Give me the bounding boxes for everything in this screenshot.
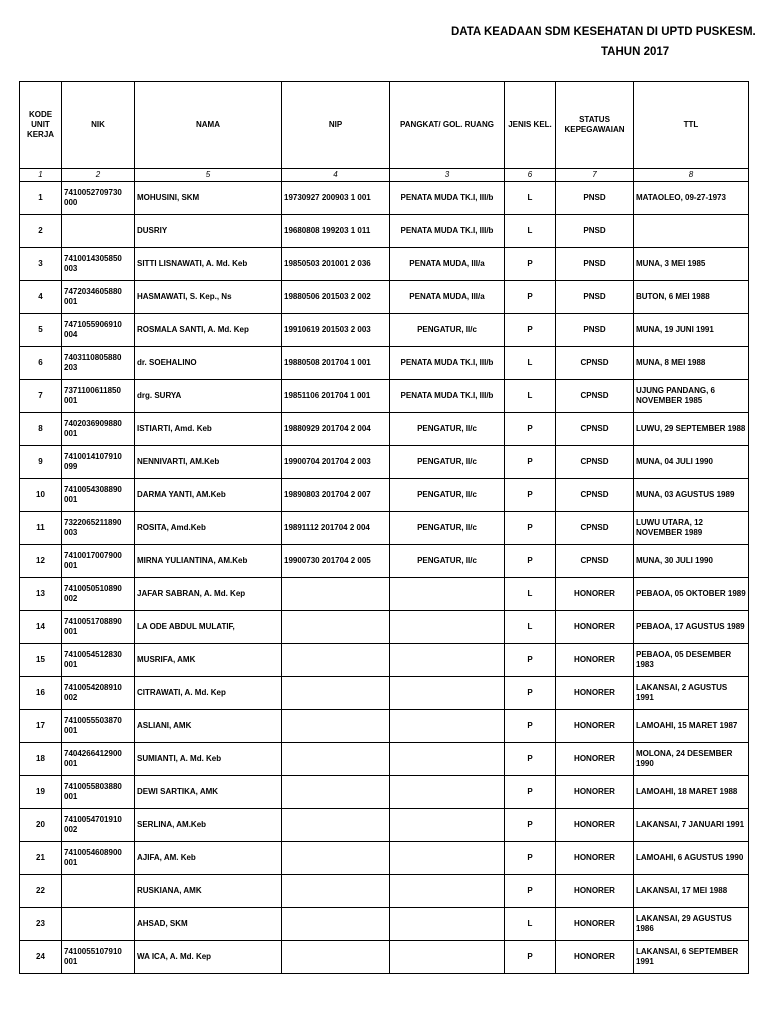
- cell-kode: 2: [20, 215, 62, 248]
- cell-nama: AHSAD, SKM: [135, 908, 282, 941]
- cell-status: CPNSD: [556, 512, 634, 545]
- cell-nik: 7403110805880 203: [62, 347, 135, 380]
- cell-nip: 19850503 201001 2 036: [282, 248, 390, 281]
- table-row: [20, 875, 749, 908]
- cell-pangkat: PENGATUR, II/c: [390, 512, 505, 545]
- cell-jenis-kelamin: P: [505, 512, 556, 545]
- cell-status: CPNSD: [556, 479, 634, 512]
- cell-nama: LA ODE ABDUL MULATIF,: [135, 611, 282, 644]
- cell-nip: 19880929 201704 2 004: [282, 413, 390, 446]
- cell-status: CPNSD: [556, 413, 634, 446]
- column-number: 8: [634, 169, 749, 182]
- table-row: [20, 710, 749, 743]
- table-row: [20, 842, 749, 875]
- cell-pangkat: PENATA MUDA, III/a: [390, 281, 505, 314]
- cell-status: HONORER: [556, 842, 634, 875]
- cell-pangkat: PENATA MUDA, III/a: [390, 248, 505, 281]
- cell-pangkat: [390, 842, 505, 875]
- cell-pangkat: PENATA MUDA TK.I, III/b: [390, 380, 505, 413]
- cell-status: PNSD: [556, 215, 634, 248]
- cell-nip: 19851106 201704 1 001: [282, 380, 390, 413]
- cell-nik: 7371100611850 001: [62, 380, 135, 413]
- cell-jenis-kelamin: P: [505, 776, 556, 809]
- cell-jenis-kelamin: L: [505, 380, 556, 413]
- column-number: 3: [390, 169, 505, 182]
- table-row: [20, 545, 749, 578]
- cell-pangkat: [390, 941, 505, 974]
- cell-nik: 7410054701910 002: [62, 809, 135, 842]
- table-row: [20, 215, 749, 248]
- cell-nama: ISTIARTI, Amd. Keb: [135, 413, 282, 446]
- column-number: 6: [505, 169, 556, 182]
- cell-nama: SITTI LISNAWATI, A. Md. Keb: [135, 248, 282, 281]
- header-row: [20, 82, 749, 169]
- cell-nama: MOHUSINI, SKM: [135, 182, 282, 215]
- cell-pangkat: PENGATUR, II/c: [390, 446, 505, 479]
- cell-kode: 17: [20, 710, 62, 743]
- cell-ttl: MUNA, 19 JUNI 1991: [634, 314, 749, 347]
- cell-nik: 7410055803880 001: [62, 776, 135, 809]
- cell-nip: [282, 809, 390, 842]
- cell-ttl: MOLONA, 24 DESEMBER 1990: [634, 743, 749, 776]
- header-jenis-kelamin: JENIS KEL.: [505, 82, 556, 169]
- cell-jenis-kelamin: L: [505, 611, 556, 644]
- cell-ttl: MUNA, 03 AGUSTUS 1989: [634, 479, 749, 512]
- staff-table: [19, 81, 749, 974]
- column-number: 7: [556, 169, 634, 182]
- cell-pangkat: PENATA MUDA TK.I, III/b: [390, 215, 505, 248]
- cell-status: HONORER: [556, 611, 634, 644]
- cell-nip: [282, 611, 390, 644]
- cell-status: PNSD: [556, 182, 634, 215]
- cell-jenis-kelamin: P: [505, 743, 556, 776]
- cell-kode: 4: [20, 281, 62, 314]
- cell-ttl: [634, 215, 749, 248]
- cell-status: CPNSD: [556, 380, 634, 413]
- cell-status: HONORER: [556, 743, 634, 776]
- cell-nama: drg. SURYA: [135, 380, 282, 413]
- cell-nip: 19680808 199203 1 011: [282, 215, 390, 248]
- cell-nik: 7410052709730 000: [62, 182, 135, 215]
- cell-jenis-kelamin: P: [505, 248, 556, 281]
- cell-status: PNSD: [556, 248, 634, 281]
- cell-ttl: LAKANSAI, 7 JANUARI 1991: [634, 809, 749, 842]
- header-status-kepegawaian: STATUS KEPEGAWAIAN: [556, 82, 634, 169]
- column-number: 5: [135, 169, 282, 182]
- cell-status: PNSD: [556, 281, 634, 314]
- cell-pangkat: [390, 710, 505, 743]
- table-row: [20, 413, 749, 446]
- cell-pangkat: PENATA MUDA TK.I, III/b: [390, 182, 505, 215]
- cell-kode: 5: [20, 314, 62, 347]
- cell-ttl: LAKANSAI, 29 AGUSTUS 1986: [634, 908, 749, 941]
- cell-kode: 1: [20, 182, 62, 215]
- header-ttl: TTL: [634, 82, 749, 169]
- cell-nip: 19880506 201503 2 002: [282, 281, 390, 314]
- cell-jenis-kelamin: P: [505, 941, 556, 974]
- cell-jenis-kelamin: P: [505, 710, 556, 743]
- cell-ttl: LAMOAHI, 15 MARET 1987: [634, 710, 749, 743]
- cell-nip: 19880508 201704 1 001: [282, 347, 390, 380]
- cell-nama: ROSITA, Amd.Keb: [135, 512, 282, 545]
- cell-jenis-kelamin: P: [505, 842, 556, 875]
- cell-kode: 15: [20, 644, 62, 677]
- cell-ttl: BUTON, 6 MEI 1988: [634, 281, 749, 314]
- table-row: [20, 248, 749, 281]
- column-number: 4: [282, 169, 390, 182]
- cell-nik: 7410014305850 003: [62, 248, 135, 281]
- cell-nama: SUMIANTI, A. Md. Keb: [135, 743, 282, 776]
- table-row: [20, 743, 749, 776]
- cell-pangkat: [390, 908, 505, 941]
- cell-nik: [62, 215, 135, 248]
- title-line-2: TAHUN 2017: [601, 46, 670, 58]
- cell-nama: HASMAWATI, S. Kep., Ns: [135, 281, 282, 314]
- cell-jenis-kelamin: P: [505, 281, 556, 314]
- cell-kode: 12: [20, 545, 62, 578]
- cell-jenis-kelamin: P: [505, 314, 556, 347]
- cell-kode: 7: [20, 380, 62, 413]
- cell-ttl: PEBAOA, 05 OKTOBER 1989: [634, 578, 749, 611]
- cell-nama: AJIFA, AM. Keb: [135, 842, 282, 875]
- cell-nik: 7471055906910 004: [62, 314, 135, 347]
- cell-kode: 23: [20, 908, 62, 941]
- cell-jenis-kelamin: L: [505, 908, 556, 941]
- cell-nip: [282, 941, 390, 974]
- cell-kode: 6: [20, 347, 62, 380]
- table-row: [20, 644, 749, 677]
- cell-kode: 24: [20, 941, 62, 974]
- cell-nama: SERLINA, AM.Keb: [135, 809, 282, 842]
- cell-nama: CITRAWATI, A. Md. Kep: [135, 677, 282, 710]
- cell-pangkat: PENGATUR, II/c: [390, 545, 505, 578]
- cell-nama: MIRNA YULIANTINA, AM.Keb: [135, 545, 282, 578]
- cell-nik: 7410054608900 001: [62, 842, 135, 875]
- cell-nik: 7410050510890 002: [62, 578, 135, 611]
- cell-status: HONORER: [556, 677, 634, 710]
- cell-kode: 20: [20, 809, 62, 842]
- cell-kode: 18: [20, 743, 62, 776]
- header-nip: NIP: [282, 82, 390, 169]
- cell-pangkat: [390, 611, 505, 644]
- cell-jenis-kelamin: P: [505, 875, 556, 908]
- header-nik: NIK: [62, 82, 135, 169]
- cell-nip: [282, 875, 390, 908]
- cell-ttl: MUNA, 04 JULI 1990: [634, 446, 749, 479]
- cell-pangkat: [390, 776, 505, 809]
- cell-nama: ASLIANI, AMK: [135, 710, 282, 743]
- cell-status: HONORER: [556, 809, 634, 842]
- cell-pangkat: [390, 677, 505, 710]
- cell-nik: 7410055503870 001: [62, 710, 135, 743]
- table-row: [20, 380, 749, 413]
- cell-nama: RUSKIANA, AMK: [135, 875, 282, 908]
- cell-nip: [282, 578, 390, 611]
- header-kode-unit-kerja: KODE UNIT KERJA: [20, 82, 62, 169]
- cell-kode: 19: [20, 776, 62, 809]
- header-nama: NAMA: [135, 82, 282, 169]
- cell-status: HONORER: [556, 875, 634, 908]
- cell-nip: [282, 743, 390, 776]
- document-title: [451, 22, 756, 62]
- cell-pangkat: [390, 644, 505, 677]
- cell-status: HONORER: [556, 578, 634, 611]
- cell-ttl: UJUNG PANDANG, 6 NOVEMBER 1985: [634, 380, 749, 413]
- cell-jenis-kelamin: L: [505, 578, 556, 611]
- cell-pangkat: PENATA MUDA TK.I, III/b: [390, 347, 505, 380]
- cell-nik: 7410055107910 001: [62, 941, 135, 974]
- cell-ttl: LAKANSAI, 2 AGUSTUS 1991: [634, 677, 749, 710]
- cell-jenis-kelamin: L: [505, 347, 556, 380]
- cell-pangkat: [390, 875, 505, 908]
- cell-nik: 7410051708890 001: [62, 611, 135, 644]
- cell-jenis-kelamin: P: [505, 644, 556, 677]
- table-body: [20, 182, 749, 974]
- cell-nip: 19890803 201704 2 007: [282, 479, 390, 512]
- table-row: [20, 611, 749, 644]
- cell-nama: DEWI SARTIKA, AMK: [135, 776, 282, 809]
- cell-nama: NENNIVARTI, AM.Keb: [135, 446, 282, 479]
- cell-nip: [282, 710, 390, 743]
- cell-ttl: PEBAOA, 17 AGUSTUS 1989: [634, 611, 749, 644]
- cell-nama: dr. SOEHALINO: [135, 347, 282, 380]
- column-number: 2: [62, 169, 135, 182]
- title-line-1: DATA KEADAAN SDM KESEHATAN DI UPTD PUSKESM.: [451, 26, 756, 38]
- cell-status: HONORER: [556, 908, 634, 941]
- cell-kode: 16: [20, 677, 62, 710]
- cell-ttl: LUWU UTARA, 12 NOVEMBER 1989: [634, 512, 749, 545]
- cell-nik: 7404266412900 001: [62, 743, 135, 776]
- cell-nip: 19730927 200903 1 001: [282, 182, 390, 215]
- cell-kode: 21: [20, 842, 62, 875]
- cell-nama: MUSRIFA, AMK: [135, 644, 282, 677]
- cell-jenis-kelamin: P: [505, 677, 556, 710]
- cell-jenis-kelamin: P: [505, 545, 556, 578]
- table-row: [20, 776, 749, 809]
- cell-kode: 11: [20, 512, 62, 545]
- cell-ttl: LAKANSAI, 6 SEPTEMBER 1991: [634, 941, 749, 974]
- cell-nama: DARMA YANTI, AM.Keb: [135, 479, 282, 512]
- cell-nip: [282, 842, 390, 875]
- cell-nip: 19900730 201704 2 005: [282, 545, 390, 578]
- cell-kode: 10: [20, 479, 62, 512]
- cell-ttl: MUNA, 3 MEI 1985: [634, 248, 749, 281]
- cell-nip: [282, 776, 390, 809]
- cell-ttl: LAMOAHI, 6 AGUSTUS 1990: [634, 842, 749, 875]
- table-row: [20, 677, 749, 710]
- cell-status: HONORER: [556, 710, 634, 743]
- table-row: [20, 908, 749, 941]
- cell-jenis-kelamin: P: [505, 479, 556, 512]
- cell-kode: 14: [20, 611, 62, 644]
- cell-nip: [282, 908, 390, 941]
- cell-nip: [282, 644, 390, 677]
- table-row: [20, 281, 749, 314]
- cell-nip: 19891112 201704 2 004: [282, 512, 390, 545]
- cell-nip: [282, 677, 390, 710]
- cell-nip: 19910619 201503 2 003: [282, 314, 390, 347]
- cell-nik: 7410054308890 001: [62, 479, 135, 512]
- cell-nik: 7472034605880 001: [62, 281, 135, 314]
- cell-jenis-kelamin: P: [505, 446, 556, 479]
- table-row: [20, 941, 749, 974]
- cell-nik: 7410054208910 002: [62, 677, 135, 710]
- cell-jenis-kelamin: L: [505, 215, 556, 248]
- cell-jenis-kelamin: P: [505, 809, 556, 842]
- table-row: [20, 446, 749, 479]
- cell-status: CPNSD: [556, 545, 634, 578]
- cell-kode: 13: [20, 578, 62, 611]
- cell-nik: 7322065211890 003: [62, 512, 135, 545]
- cell-status: HONORER: [556, 776, 634, 809]
- cell-nama: DUSRIY: [135, 215, 282, 248]
- cell-pangkat: [390, 743, 505, 776]
- cell-nik: [62, 875, 135, 908]
- cell-ttl: LAKANSAI, 17 MEI 1988: [634, 875, 749, 908]
- cell-status: CPNSD: [556, 347, 634, 380]
- cell-nik: 7410054512830 001: [62, 644, 135, 677]
- table-row: [20, 347, 749, 380]
- cell-status: HONORER: [556, 941, 634, 974]
- cell-nip: 19900704 201704 2 003: [282, 446, 390, 479]
- cell-status: HONORER: [556, 644, 634, 677]
- cell-nama: JAFAR SABRAN, A. Md. Kep: [135, 578, 282, 611]
- cell-status: CPNSD: [556, 446, 634, 479]
- cell-ttl: MATAOLEO, 09-27-1973: [634, 182, 749, 215]
- column-number-row: [20, 169, 749, 182]
- column-number: 1: [20, 169, 62, 182]
- cell-kode: 22: [20, 875, 62, 908]
- cell-kode: 8: [20, 413, 62, 446]
- cell-nik: 7410014107910 099: [62, 446, 135, 479]
- cell-nama: ROSMALA SANTI, A. Md. Kep: [135, 314, 282, 347]
- table-row: [20, 512, 749, 545]
- cell-nik: 7410017007900 001: [62, 545, 135, 578]
- cell-ttl: MUNA, 8 MEI 1988: [634, 347, 749, 380]
- table-row: [20, 578, 749, 611]
- cell-pangkat: PENGATUR, II/c: [390, 314, 505, 347]
- cell-nik: [62, 908, 135, 941]
- header-pangkat: PANGKAT/ GOL. RUANG: [390, 82, 505, 169]
- cell-nik: 7402036909880 001: [62, 413, 135, 446]
- cell-pangkat: PENGATUR, II/c: [390, 479, 505, 512]
- cell-ttl: LAMOAHI, 18 MARET 1988: [634, 776, 749, 809]
- cell-ttl: PEBAOA, 05 DESEMBER 1983: [634, 644, 749, 677]
- table-row: [20, 314, 749, 347]
- cell-pangkat: PENGATUR, II/c: [390, 413, 505, 446]
- cell-pangkat: [390, 809, 505, 842]
- cell-kode: 3: [20, 248, 62, 281]
- table-row: [20, 809, 749, 842]
- table-row: [20, 182, 749, 215]
- cell-jenis-kelamin: L: [505, 182, 556, 215]
- cell-nama: WA ICA, A. Md. Kep: [135, 941, 282, 974]
- table-row: [20, 479, 749, 512]
- cell-ttl: MUNA, 30 JULI 1990: [634, 545, 749, 578]
- cell-pangkat: [390, 578, 505, 611]
- cell-ttl: LUWU, 29 SEPTEMBER 1988: [634, 413, 749, 446]
- cell-jenis-kelamin: P: [505, 413, 556, 446]
- cell-kode: 9: [20, 446, 62, 479]
- cell-status: PNSD: [556, 314, 634, 347]
